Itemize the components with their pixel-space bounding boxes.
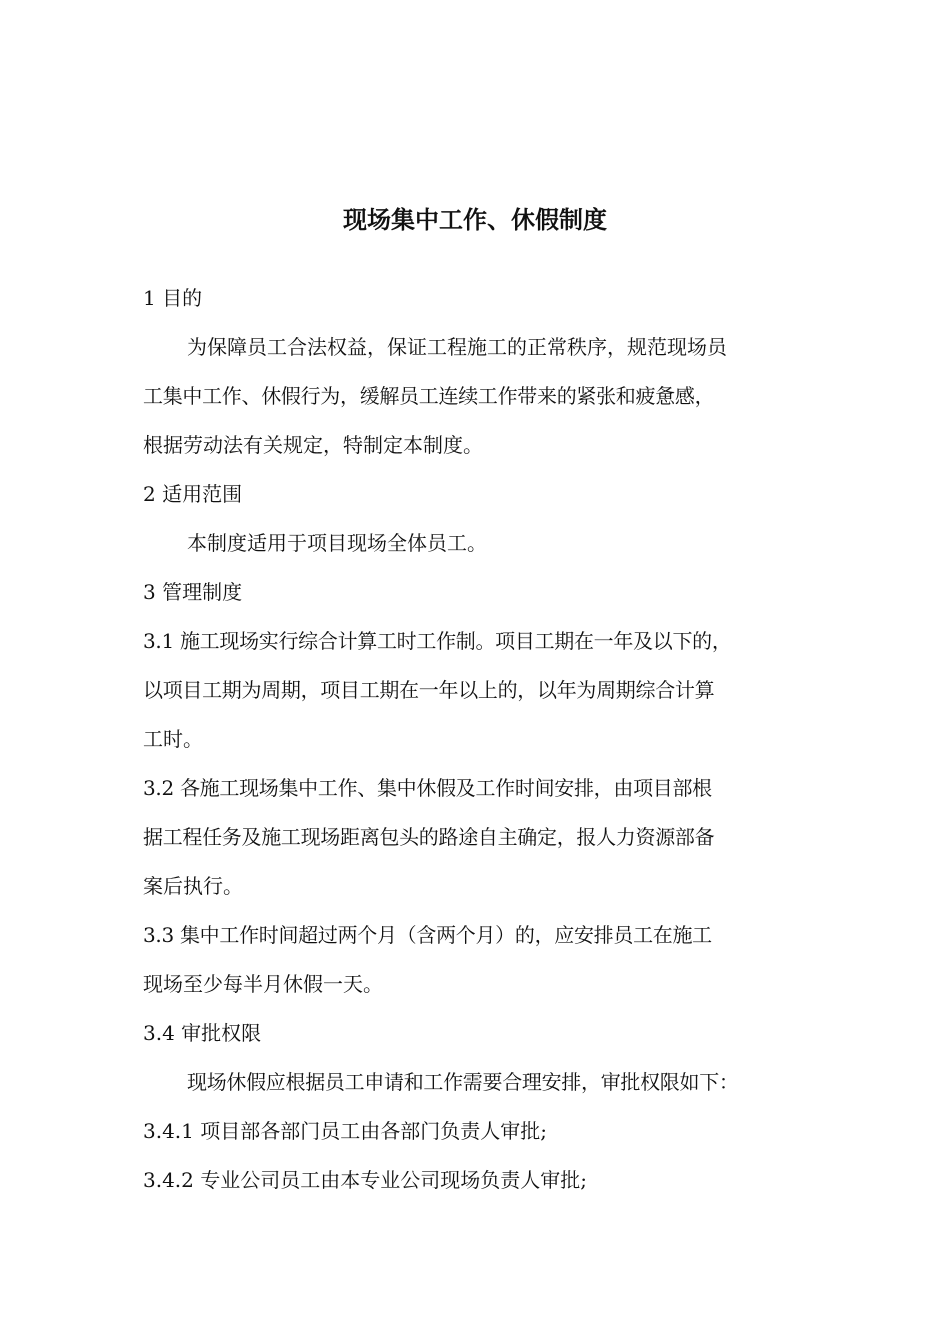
- clause-3-1-line: 以项目工期为周期，项目工期在一年以上的，以年为周期综合计算: [143, 678, 715, 702]
- clause-3-1-line: 工时。: [143, 727, 203, 751]
- clause-3-4-2-line: 3.4.2 专业公司员工由本专业公司现场负责人审批;: [143, 1168, 587, 1192]
- paragraph-line: 工集中工作、休假行为，缓解员工连续工作带来的紧张和疲惫感，: [143, 384, 715, 408]
- section-heading-scope: 2 适用范围: [143, 482, 243, 506]
- clause-3-3-line: 3.3 集中工作时间超过两个月（含两个月）的，应安排员工在施工: [143, 923, 712, 947]
- paragraph-line: 本制度适用于项目现场全体员工。: [187, 531, 487, 555]
- clause-3-2-line: 3.2 各施工现场集中工作、集中休假及工作时间安排，由项目部根: [143, 776, 712, 800]
- clause-3-2-line: 案后执行。: [143, 874, 243, 898]
- section-heading-purpose: 1 目的: [143, 286, 203, 310]
- section-heading-management: 3 管理制度: [143, 580, 243, 604]
- document-title: 现场集中工作、休假制度: [343, 206, 607, 234]
- clause-3-1-line: 3.1 施工现场实行综合计算工时工作制。项目工期在一年及以下的，: [143, 629, 732, 653]
- document-body: [143, 274, 811, 1205]
- clause-3-3-line: 现场至少每半月休假一天。: [143, 972, 383, 996]
- clause-3-4-heading: 3.4 审批权限: [143, 1021, 262, 1045]
- paragraph-line: 为保障员工合法权益，保证工程施工的正常秩序，规范现场员: [187, 335, 727, 359]
- clause-3-4-line: 现场休假应根据员工申请和工作需要合理安排，审批权限如下：: [187, 1070, 739, 1094]
- clause-3-2-line: 据工程任务及施工现场距离包头的路途自主确定，报人力资源部备: [143, 825, 715, 849]
- paragraph-line: 根据劳动法有关规定，特制定本制度。: [143, 433, 483, 457]
- clause-3-4-1-line: 3.4.1 项目部各部门员工由各部门负责人审批;: [143, 1119, 547, 1143]
